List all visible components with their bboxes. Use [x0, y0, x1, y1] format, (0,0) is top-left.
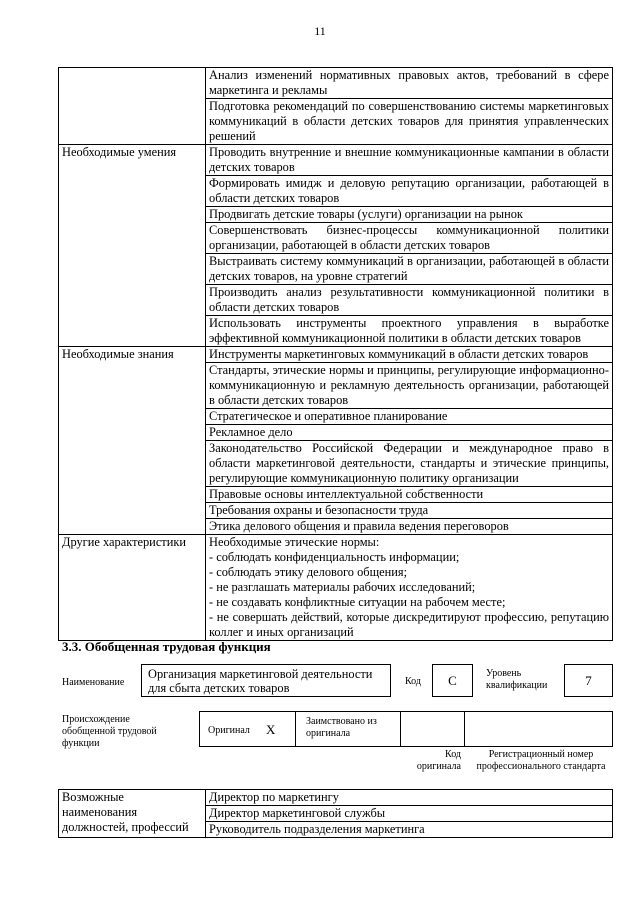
- original-label: Оригинал: [208, 725, 250, 736]
- skill-item: Продвигать детские товары (услуги) организации на рынок: [206, 207, 613, 223]
- knowledge-item: Рекламное дело: [206, 425, 613, 441]
- ethics-line: - не создавать конфликтные ситуации на рабочем месте;: [209, 595, 506, 609]
- position-item: Руководитель подразделения маркетинга: [206, 822, 613, 838]
- original-mark: X: [266, 722, 276, 737]
- borrowed-cell: [295, 711, 401, 747]
- origin-code-cell: [400, 711, 465, 747]
- borrowed-label: Заимствовано из оригинала: [306, 716, 377, 739]
- knowledge-item: Этика делового общения и правила ведения переговоров: [206, 519, 613, 535]
- ethics-line: - не совершать действий, которые дискредитируют профессию, репутацию коллег и иных организаций: [209, 610, 609, 639]
- level-label: Уровень квалификации: [486, 668, 548, 691]
- labor-action-item: Подготовка рекомендаций по совершенствованию системы маркетинговых коммуникаций в области детских товаров для принятия управленческих решений: [206, 99, 613, 145]
- knowledge-item: Стандарты, этические нормы и принципы, регулирующие информационно-коммуникационную и рекламную деятельность организации, работающей в области детских товаров: [206, 363, 613, 409]
- ethics-line: - не разглашать материалы рабочих исследований;: [209, 580, 476, 594]
- origin-code-caption: Код оригинала: [416, 749, 461, 772]
- code-label: Код: [405, 676, 421, 687]
- section-title: 3.3. Обобщенная трудовая функция: [62, 639, 271, 654]
- knowledge-item: Правовые основы интеллектуальной собственности: [206, 487, 613, 503]
- reg-number-caption: Регистрационный номер профессионального стандарта: [476, 749, 606, 772]
- name-label: Наименование: [62, 677, 125, 688]
- code-value: С: [432, 664, 473, 697]
- skill-item: Использовать инструменты проектного управления в выработке эффективной коммуникационной политики в области детских товаров: [206, 316, 613, 347]
- other-characteristics-cell: [206, 535, 613, 641]
- requirements-table: [58, 67, 613, 641]
- skill-item: Совершенствовать бизнес-процессы коммуникационной политики организации, работающей в области детских товаров: [206, 223, 613, 254]
- original-cell: [199, 711, 296, 747]
- level-value: 7: [564, 664, 613, 697]
- knowledge-item: Инструменты маркетинговых коммуникаций в области детских товаров: [206, 347, 613, 363]
- ethics-line: - соблюдать конфиденциальность информации;: [209, 550, 460, 564]
- position-item: Директор маркетинговой службы: [206, 806, 613, 822]
- reg-number-cell: [464, 711, 613, 747]
- labor-action-item: Анализ изменений нормативных правовых актов, требований в сфере маркетинга и рекламы: [206, 68, 613, 99]
- knowledge-label: Необходимые знания: [59, 347, 206, 535]
- ethics-line: - соблюдать этику делового общения;: [209, 565, 408, 579]
- other-characteristics-label: Другие характеристики: [59, 535, 206, 641]
- knowledge-item: Требования охраны и безопасности труда: [206, 503, 613, 519]
- skill-item: Выстраивать систему коммуникаций в организации, работающей в области детских товаров, на уровне стратегий: [206, 254, 613, 285]
- position-item: Директор по маркетингу: [206, 790, 613, 806]
- page-number: 11: [314, 24, 326, 38]
- positions-table: [58, 789, 613, 838]
- origin-label: Происхождение обобщенной трудовой функции: [62, 714, 157, 749]
- skill-item: Проводить внутренние и внешние коммуникационные кампании в области детских товаров: [206, 145, 613, 176]
- name-value: Организация маркетинговой деятельности для сбыта детских товаров: [141, 664, 391, 697]
- skill-label: Необходимые умения: [59, 145, 206, 347]
- knowledge-item: Законодательство Российской Федерации и международное право в области маркетинговой деятельности, стандарты и этические принципы, регулирующие коммуникационную политику организации: [206, 441, 613, 487]
- labor-action-label: [59, 68, 206, 145]
- skill-item: Формировать имидж и деловую репутацию организации, работающей в области детских товаров: [206, 176, 613, 207]
- positions-label: Возможные наименования должностей, профессий: [59, 790, 206, 838]
- knowledge-item: Стратегическое и оперативное планирование: [206, 409, 613, 425]
- ethics-line: Необходимые этические нормы:: [209, 535, 380, 549]
- skill-item: Производить анализ результативности коммуникационной политики в области детских товаров: [206, 285, 613, 316]
